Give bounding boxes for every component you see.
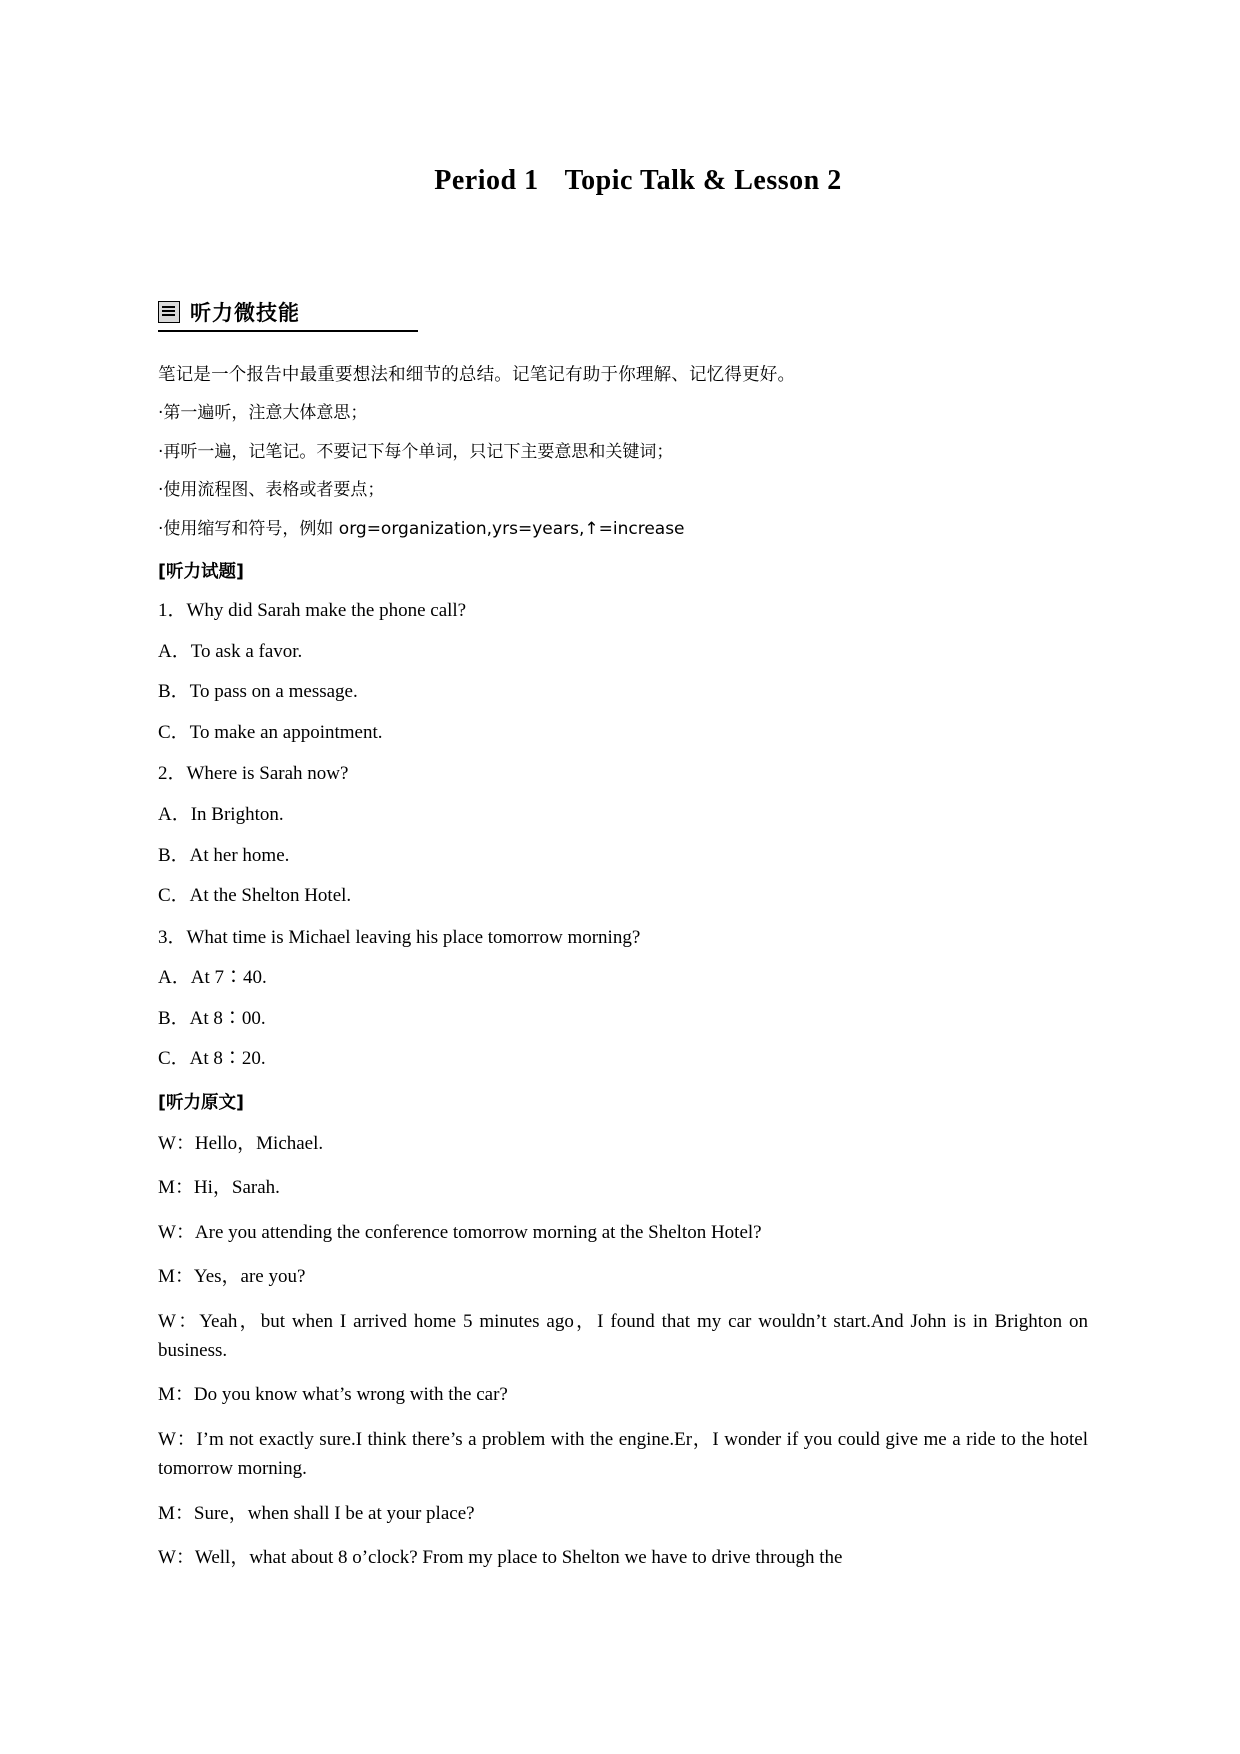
script-line: M：Yes，are you? <box>158 1266 306 1288</box>
page-title-period: Period 1 <box>434 165 539 196</box>
question-stem: 1．Why did Sarah make the phone call? <box>158 600 467 622</box>
script-line: M：Hi，Sarah. <box>158 1177 280 1199</box>
question-option: C．At the Shelton Hotel. <box>158 885 352 907</box>
script-line: M：Sure，when shall I be at your place? <box>158 1502 475 1524</box>
question-option: A．In Brighton. <box>158 803 284 825</box>
list-lines-icon <box>158 301 180 323</box>
skill-bullet: ·再听一遍，记笔记。不要记下每个单词，只记下主要意思和关键词； <box>158 441 674 462</box>
question-option: B．At 8∶00. <box>158 1007 266 1029</box>
script-line: W：I’m not exactly sure.I think there’s a problem with the engine.Er，I wonder if you could give me a ride to the hotel tomorrow morning. <box>158 1428 1088 1480</box>
script-heading: [听力原文] <box>158 1092 244 1113</box>
question-option: C．At 8∶20. <box>158 1048 266 1070</box>
script-line: W：Yeah，but when I arrived home 5 minutes ago，I found that my car wouldn’t start.And John is in Brighton on business. <box>158 1310 1088 1361</box>
questions-heading: [听力试题] <box>158 562 244 583</box>
script-line: W：Hello，Michael. <box>158 1132 324 1154</box>
question-option: B．At her home. <box>158 844 290 866</box>
page-title <box>158 165 1088 197</box>
page-content <box>158 165 1088 1573</box>
page-title-topic: Topic Talk & Lesson 2 <box>564 165 842 196</box>
skill-bullet: ·使用流程图、表格或者要点； <box>158 480 385 501</box>
question-option: C．To make an appointment. <box>158 721 383 743</box>
question-stem: 2．Where is Sarah now? <box>158 763 349 785</box>
script-line: W：Are you attending the conference tomorrow morning at the Shelton Hotel? <box>158 1221 762 1243</box>
question-option: B．To pass on a message. <box>158 681 358 703</box>
question-option: A．At 7∶40. <box>158 967 267 989</box>
script-line: M：Do you know what’s wrong with the car? <box>158 1384 508 1406</box>
question-option: A．To ask a favor. <box>158 640 303 662</box>
skill-intro: 笔记是一个报告中最重要想法和细节的总结。记笔记有助于你理解、记忆得更好。 <box>158 365 796 385</box>
question-stem: 3．What time is Michael leaving his place tomorrow morning? <box>158 926 641 948</box>
skill-bullet: ·使用缩写和符号，例如 org=organization,yrs=years,↑=increase <box>158 518 685 539</box>
section-header <box>158 297 418 332</box>
script-line: W：Well，what about 8 o’clock? From my place to Shelton we have to drive through the <box>158 1547 843 1569</box>
section-heading: 听力微技能 <box>190 301 300 325</box>
skill-bullet: ·第一遍听，注意大体意思； <box>158 403 368 424</box>
